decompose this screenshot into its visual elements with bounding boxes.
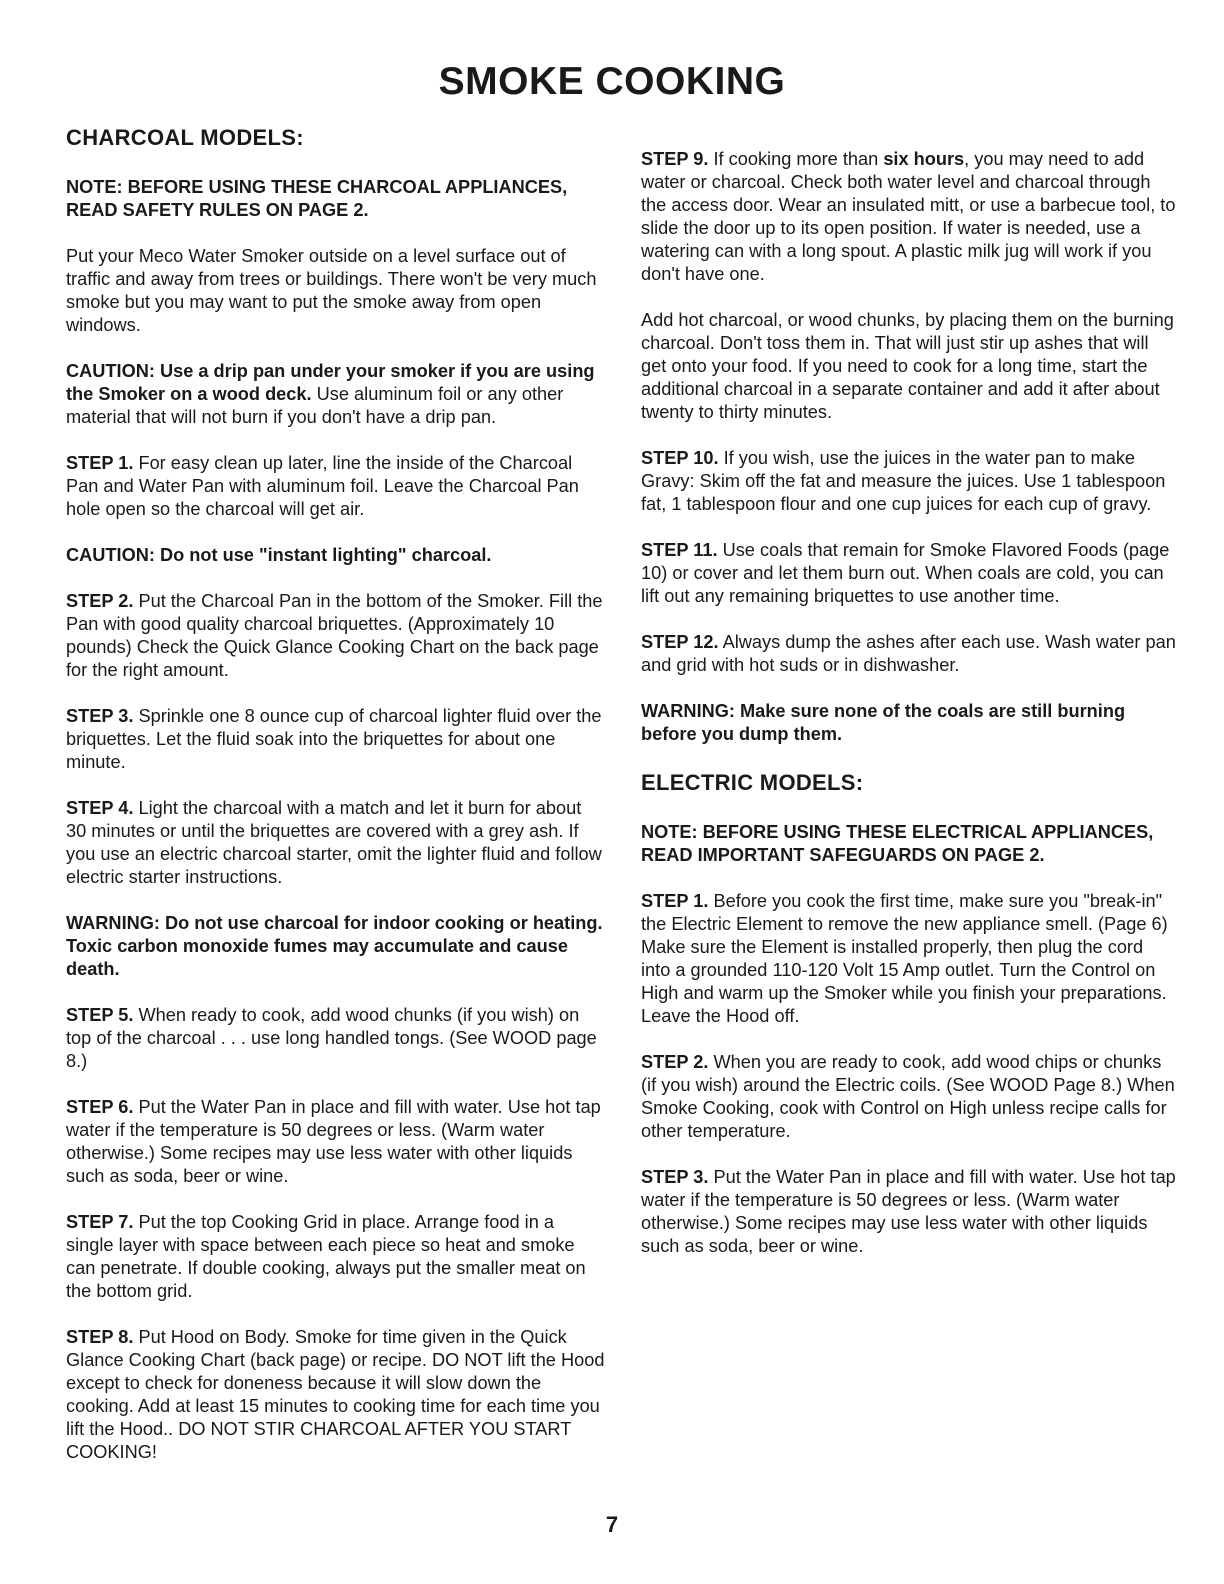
- electric-note: NOTE: BEFORE USING THESE ELECTRICAL APPLIANCES, READ IMPORTANT SAFEGUARDS ON PAGE 2.: [641, 822, 1154, 865]
- step-text: Put Hood on Body. Smoke for time given in the Quick Glance Cooking Chart (back page) or recipe. DO NOT lift the Hood except to check for doneness because it will slow down the cooking. Add at least 15 minutes to cooking time for each time you lift the Hood.. DO NOT STIR CHARCOAL AFTER YOU START COOKING!: [66, 1327, 605, 1462]
- step-label: STEP 11.: [641, 540, 718, 560]
- caution-instant-lighting: CAUTION: Do not use "instant lighting" charcoal.: [66, 545, 492, 565]
- charcoal-step-10: [641, 447, 1176, 516]
- charcoal-step-4: [66, 797, 606, 889]
- charcoal-step-7: [66, 1211, 606, 1303]
- charcoal-step-12: [641, 631, 1176, 677]
- step-label: STEP 3.: [66, 706, 134, 726]
- step-text: Light the charcoal with a match and let it burn for about 30 minutes or until the briquettes are covered with a grey ash. If you use an electric charcoal starter, omit the lighter fluid and follow electric starter instructions.: [66, 798, 602, 887]
- charcoal-step-2: [66, 590, 606, 682]
- step-text: Put the Water Pan in place and fill with water. Use hot tap water if the temperature is 50 degrees or less. (Warm water otherwise.) Some recipes may use less water with other liquids such as soda, beer or wine.: [66, 1097, 601, 1186]
- step-text: When you are ready to cook, add wood chips or chunks (if you wish) around the Electric coils. (See WOOD Page 8.) When Smoke Cooking, cook with Control on High unless recipe calls for other temperature.: [641, 1052, 1175, 1141]
- step-label: STEP 10.: [641, 448, 719, 468]
- step-label: STEP 7.: [66, 1212, 134, 1232]
- step-label: STEP 9.: [641, 149, 709, 169]
- charcoal-step-11: [641, 539, 1176, 608]
- step-label: STEP 1.: [641, 891, 709, 911]
- step-label: STEP 6.: [66, 1097, 134, 1117]
- electric-models-heading: ELECTRIC MODELS:: [641, 770, 864, 795]
- step-text: If cooking more than: [708, 149, 884, 169]
- charcoal-step-1: [66, 452, 606, 521]
- step-label: STEP 12.: [641, 632, 719, 652]
- step-text: Sprinkle one 8 ounce cup of charcoal lighter fluid over the briquettes. Let the fluid soak into the briquettes for about one minute.: [66, 706, 602, 772]
- warning-dump-coals: WARNING: Make sure none of the coals are still burning before you dump them.: [641, 701, 1126, 744]
- electric-step-3: [641, 1166, 1176, 1258]
- step-emphasis: six hours: [883, 149, 965, 169]
- charcoal-models-heading: CHARCOAL MODELS:: [66, 125, 304, 150]
- step-label: STEP 1.: [66, 453, 134, 473]
- electric-step-1: [641, 890, 1176, 1028]
- left-column: [66, 124, 606, 1487]
- step-label: STEP 5.: [66, 1005, 134, 1025]
- step-text: , you may need to add water or charcoal. Check both water level and charcoal through the access door. Wear an insulated mitt, or use a barbecue tool, to slide the door up to its open position. If water is needed, use a watering can with a long spout. A plastic milk jug will work if you don't have one.: [641, 149, 1176, 284]
- step-text: Put the top Cooking Grid in place. Arrange food in a single layer with space between each piece so heat and smoke can penetrate. If double cooking, always put the smaller meat on the bottom grid.: [66, 1212, 586, 1301]
- charcoal-step-8: [66, 1326, 606, 1464]
- warning-indoor: WARNING: Do not use charcoal for indoor cooking or heating. Toxic carbon monoxide fumes may accumulate and cause death.: [66, 913, 603, 979]
- page-number: 7: [605, 1512, 619, 1537]
- step-label: STEP 2.: [66, 591, 134, 611]
- step-text: Before you cook the first time, make sure you "break-in" the Electric Element to remove the new appliance smell. (Page 6) Make sure the Element is installed properly, then plug the cord into a grounded 110-120 Volt 15 Amp outlet. Turn the Control on High and warm up the Smoker while you finish your preparations. Leave the Hood off.: [641, 891, 1168, 1026]
- step-text: Always dump the ashes after each use. Wash water pan and grid with hot suds or in dishwasher.: [641, 632, 1176, 675]
- caution-drip-pan: [66, 360, 606, 429]
- step-text: Put the Water Pan in place and fill with water. Use hot tap water if the temperature is 50 degrees or less. (Warm water otherwise.) Some recipes may use less water with other liquids such as soda, beer or wine.: [641, 1167, 1176, 1256]
- step-text: Use coals that remain for Smoke Flavored Foods (page 10) or cover and let them burn out. When coals are cold, you can lift out any remaining briquettes to use another time.: [641, 540, 1170, 606]
- right-column: [641, 148, 1176, 1281]
- charcoal-step-3: [66, 705, 606, 774]
- step-label: STEP 4.: [66, 798, 134, 818]
- step-text: When ready to cook, add wood chunks (if you wish) on top of the charcoal . . . use long handled tongs. (See WOOD page 8.): [66, 1005, 597, 1071]
- charcoal-step-6: [66, 1096, 606, 1188]
- electric-step-2: [641, 1051, 1176, 1143]
- step-label: STEP 3.: [641, 1167, 709, 1187]
- caution-drip-pan-bold: CAUTION: Use a drip pan under your smoker if you are using the Smoker on a wood deck.: [66, 361, 595, 404]
- page-title: SMOKE COOKING: [438, 60, 786, 103]
- step-text: For easy clean up later, line the inside of the Charcoal Pan and Water Pan with aluminum foil. Leave the Charcoal Pan hole open so the charcoal will get air.: [66, 453, 579, 519]
- charcoal-step-9: [641, 148, 1176, 286]
- step-label: STEP 8.: [66, 1327, 134, 1347]
- step-text: If you wish, use the juices in the water pan to make Gravy: Skim off the fat and measure the juices. Use 1 tablespoon fat, 1 tablespoon flour and one cup juices for each cup of gravy.: [641, 448, 1166, 514]
- charcoal-note: NOTE: BEFORE USING THESE CHARCOAL APPLIANCES, READ SAFETY RULES ON PAGE 2.: [66, 177, 568, 220]
- step-text: Put the Charcoal Pan in the bottom of the Smoker. Fill the Pan with good quality charcoal briquettes. (Approximately 10 pounds) Check the Quick Glance Cooking Chart on the back page for the right amount.: [66, 591, 603, 680]
- charcoal-step-5: [66, 1004, 606, 1073]
- charcoal-intro: Put your Meco Water Smoker outside on a level surface out of traffic and away from trees or buildings. There won't be very much smoke but you may want to put the smoke away from open windows.: [66, 246, 597, 335]
- caution-drip-pan-text: Use aluminum foil or any other material that will not burn if you don't have a drip pan.: [66, 384, 564, 427]
- step-label: STEP 2.: [641, 1052, 709, 1072]
- charcoal-step-9-extra: Add hot charcoal, or wood chunks, by placing them on the burning charcoal. Don't toss them in. That will just stir up ashes that will get onto your food. If you need to cook for a long time, start the additional charcoal in a separate container and add it after about twenty to thirty minutes.: [641, 310, 1174, 422]
